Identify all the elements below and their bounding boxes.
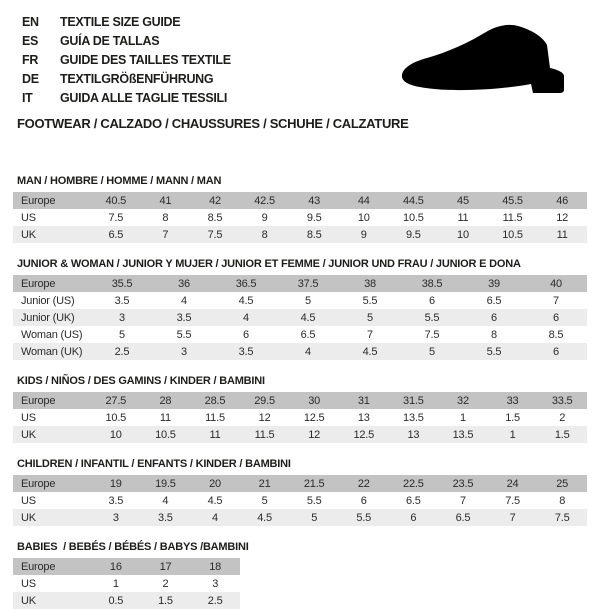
size-cell: 6.5 [108,228,124,241]
size-cell: 6 [410,511,417,524]
table-row [13,492,587,509]
row-label: Woman (UK) [21,345,83,358]
size-cell: 9.5 [406,228,421,241]
size-cell: 10 [357,211,370,224]
language-label: GUIDE DES TAILLES TEXTILE [60,52,231,67]
size-cell: 10.5 [155,428,176,441]
row-label: US [21,494,36,507]
size-cell: 0.5 [108,594,124,607]
size-cell: 10 [109,428,122,441]
language-code: ES [22,33,39,48]
size-cell: 5.5 [486,345,502,358]
language-code: IT [22,90,33,105]
size-table [13,558,240,609]
size-cell: 18 [209,560,222,573]
size-cell: 6 [491,311,497,324]
size-cell: 20 [209,477,221,490]
size-section [13,541,587,609]
size-cell: 8 [162,211,169,224]
size-cell: 22 [357,477,370,490]
size-cell: 24 [506,477,519,490]
size-cell: 4 [212,511,218,524]
size-cell: 12.5 [353,428,375,441]
row-label: Europe [21,560,56,573]
size-cell: 7 [509,511,516,524]
size-cell: 45 [457,194,469,207]
size-cell: 41 [159,194,172,207]
language-label: GUIDA ALLE TAGLIE TESSILI [60,90,228,105]
size-cell: 5.5 [356,511,372,524]
table-row [13,343,587,360]
size-cell: 5 [305,294,311,307]
size-cell: 3.5 [176,311,192,324]
size-cell: 5 [261,494,268,507]
row-label: US [21,411,36,424]
size-cell: 7.5 [207,228,223,241]
size-cell: 11.5 [205,411,225,424]
size-cell: 5 [311,511,318,524]
size-cell: 5 [429,345,435,358]
size-cell: 6.5 [455,511,471,524]
size-cell: 2 [559,411,566,424]
size-cell: 38.5 [421,277,443,290]
size-cell: 6.5 [486,294,502,307]
size-cell: 40 [550,277,562,290]
size-cell: 4 [181,294,187,307]
size-cell: 12 [308,428,321,441]
size-cell: 5 [367,311,373,324]
size-cell: 31.5 [403,394,424,407]
table-row [13,209,587,226]
language-code: FR [22,52,39,67]
size-table [13,392,587,443]
size-cell: 33.5 [551,394,573,407]
size-cell: 1 [459,411,466,424]
size-cell: 6 [243,328,249,341]
size-cell: 31 [357,394,370,407]
size-cell: 44 [357,194,370,207]
table-row [13,575,240,592]
size-cell: 42 [209,194,221,207]
size-cell: 16 [109,560,122,573]
size-cell: 36 [178,277,190,290]
section-title: MAN / HOMBRE / HOMME / MANN / MAN [17,175,222,187]
size-cell: 46 [556,194,569,207]
table-row [13,326,587,343]
size-cell: 11.5 [254,428,275,441]
row-label: UK [21,428,36,441]
size-cell: 4 [162,494,169,507]
size-cell: 6 [553,345,559,358]
size-cell: 13 [407,428,420,441]
section-title: BABIES / BEBÉS / BÉBÉS / BABYS /BAMBINI [17,541,249,553]
size-cell: 5.5 [362,294,378,307]
category-line: FOOTWEAR / CALZADO / CHAUSSURES / SCHUHE / CALZATURE [17,116,409,131]
size-cell: 12 [258,411,271,424]
language-label: GUÍA DE TALLAS [60,33,160,48]
size-cell: 19 [109,477,122,490]
size-cell: 3 [112,511,119,524]
size-cell: 5.5 [306,494,322,507]
size-cell: 4 [305,345,311,358]
size-cell: 19.5 [155,477,176,490]
size-cell: 13.5 [452,428,474,441]
size-cell: 8 [261,228,268,241]
size-cell: 8 [491,328,497,341]
size-cell: 10 [457,228,469,241]
size-cell: 21.5 [303,477,325,490]
size-cell: 38 [364,277,376,290]
language-code: EN [22,14,39,29]
language-label: TEXTILE SIZE GUIDE [60,14,181,29]
table-row [13,292,587,309]
section-title: CHILDREN / INFANTIL / ENFANTS / KINDER / BAMBINI [17,458,291,470]
size-cell: 9 [360,228,367,241]
size-cell: 23.5 [452,477,474,490]
size-cell: 12.5 [303,411,325,424]
size-cell: 3.5 [238,345,254,358]
table-row [13,309,587,326]
size-cell: 3 [181,345,187,358]
size-cell: 43 [308,194,321,207]
size-section [13,458,587,526]
size-cell: 33 [506,394,519,407]
size-cell: 10.5 [403,211,424,224]
table-row [13,226,587,243]
section-title: JUNIOR & WOMAN / JUNIOR Y MUJER / JUNIOR ET FEMME / JUNIOR UND FRAU / JUNIOR E DONA [17,258,521,270]
size-table [13,192,587,243]
table-row [13,558,240,575]
row-label: US [21,211,36,224]
size-cell: 10.5 [105,411,127,424]
size-cell: 9.5 [306,211,322,224]
size-cell: 4.5 [238,294,254,307]
dress-shoe-icon [396,24,586,98]
size-table [13,475,587,526]
size-cell: 21 [258,477,271,490]
table-row [13,426,587,443]
table-row [13,275,587,292]
size-cell: 1.5 [505,411,520,424]
size-cell: 13 [357,411,370,424]
row-label: UK [21,594,36,607]
table-row [13,392,587,409]
size-cell: 27.5 [105,394,127,407]
row-label: US [21,577,36,590]
size-cell: 4 [243,311,249,324]
size-cell: 2.5 [114,345,130,358]
size-cell: 6.5 [406,494,421,507]
size-cell: 1 [112,577,119,590]
size-cell: 35.5 [111,277,133,290]
size-cell: 6 [553,311,559,324]
table-row [13,409,587,426]
size-cell: 28.5 [204,394,226,407]
size-cell: 28 [159,394,172,407]
size-cell: 7.5 [554,511,570,524]
size-cell: 4.5 [300,311,316,324]
size-cell: 7 [367,328,373,341]
size-cell: 5.5 [176,328,192,341]
size-cell: 2.5 [207,594,223,607]
row-label: UK [21,511,36,524]
size-cell: 8.5 [306,228,322,241]
size-cell: 30 [308,394,321,407]
size-section [13,375,587,443]
size-cell: 11 [457,211,469,224]
row-label: Woman (US) [21,328,83,341]
size-cell: 1.5 [158,594,173,607]
size-cell: 29.5 [254,394,275,407]
table-row [13,509,587,526]
size-cell: 11 [159,411,171,424]
size-cell: 36.5 [235,277,257,290]
size-cell: 3.5 [114,294,130,307]
size-cell: 7 [162,228,169,241]
size-cell: 40.5 [105,194,127,207]
size-cell: 11 [209,428,221,441]
size-cell: 2 [162,577,169,590]
size-cell: 8.5 [207,211,223,224]
size-cell: 7 [553,294,559,307]
size-cell: 3.5 [108,494,124,507]
size-section [13,175,587,243]
size-section [13,258,587,360]
table-row [13,475,587,492]
size-cell: 13.5 [403,411,424,424]
row-label: Junior (US) [21,294,75,307]
table-row [13,192,587,209]
size-cell: 25 [556,477,569,490]
row-label: UK [21,228,36,241]
size-cell: 6.5 [300,328,316,341]
size-cell: 9 [261,211,268,224]
size-cell: 7.5 [424,328,440,341]
size-cell: 6 [360,494,367,507]
size-cell: 12 [556,211,569,224]
row-label: Europe [21,277,56,290]
size-cell: 4.5 [362,345,378,358]
size-cell: 11.5 [502,211,523,224]
row-label: Europe [21,394,56,407]
size-sections [13,175,587,609]
size-table [13,275,587,360]
size-cell: 7 [459,494,466,507]
language-code: DE [22,71,39,86]
size-cell: 7.5 [108,211,124,224]
size-cell: 42.5 [254,194,275,207]
size-cell: 3 [119,311,125,324]
size-cell: 8 [559,494,566,507]
row-label: Europe [21,194,56,207]
size-cell: 1.5 [554,428,570,441]
size-cell: 5.5 [424,311,440,324]
size-cell: 39 [488,277,500,290]
section-title: KIDS / NIÑOS / DES GAMINS / KINDER / BAMBINI [17,375,265,387]
size-cell: 32 [457,394,469,407]
size-cell: 22.5 [403,477,424,490]
size-cell: 5 [119,328,125,341]
language-label: TEXTILGRÖßENFÜHRUNG [60,71,214,86]
size-cell: 45.5 [502,194,523,207]
size-cell: 10.5 [502,228,523,241]
size-cell: 44.5 [403,194,424,207]
size-cell: 11 [556,228,568,241]
size-cell: 37.5 [297,277,319,290]
size-cell: 6 [429,294,435,307]
table-row [13,592,240,609]
size-cell: 1 [509,428,516,441]
size-cell: 3 [212,577,219,590]
size-cell: 4.5 [207,494,223,507]
size-cell: 8.5 [548,328,564,341]
row-label: Junior (UK) [21,311,75,324]
size-cell: 3.5 [158,511,173,524]
row-label: Europe [21,477,56,490]
size-cell: 17 [159,560,172,573]
size-cell: 7.5 [505,494,520,507]
size-cell: 4.5 [257,511,272,524]
